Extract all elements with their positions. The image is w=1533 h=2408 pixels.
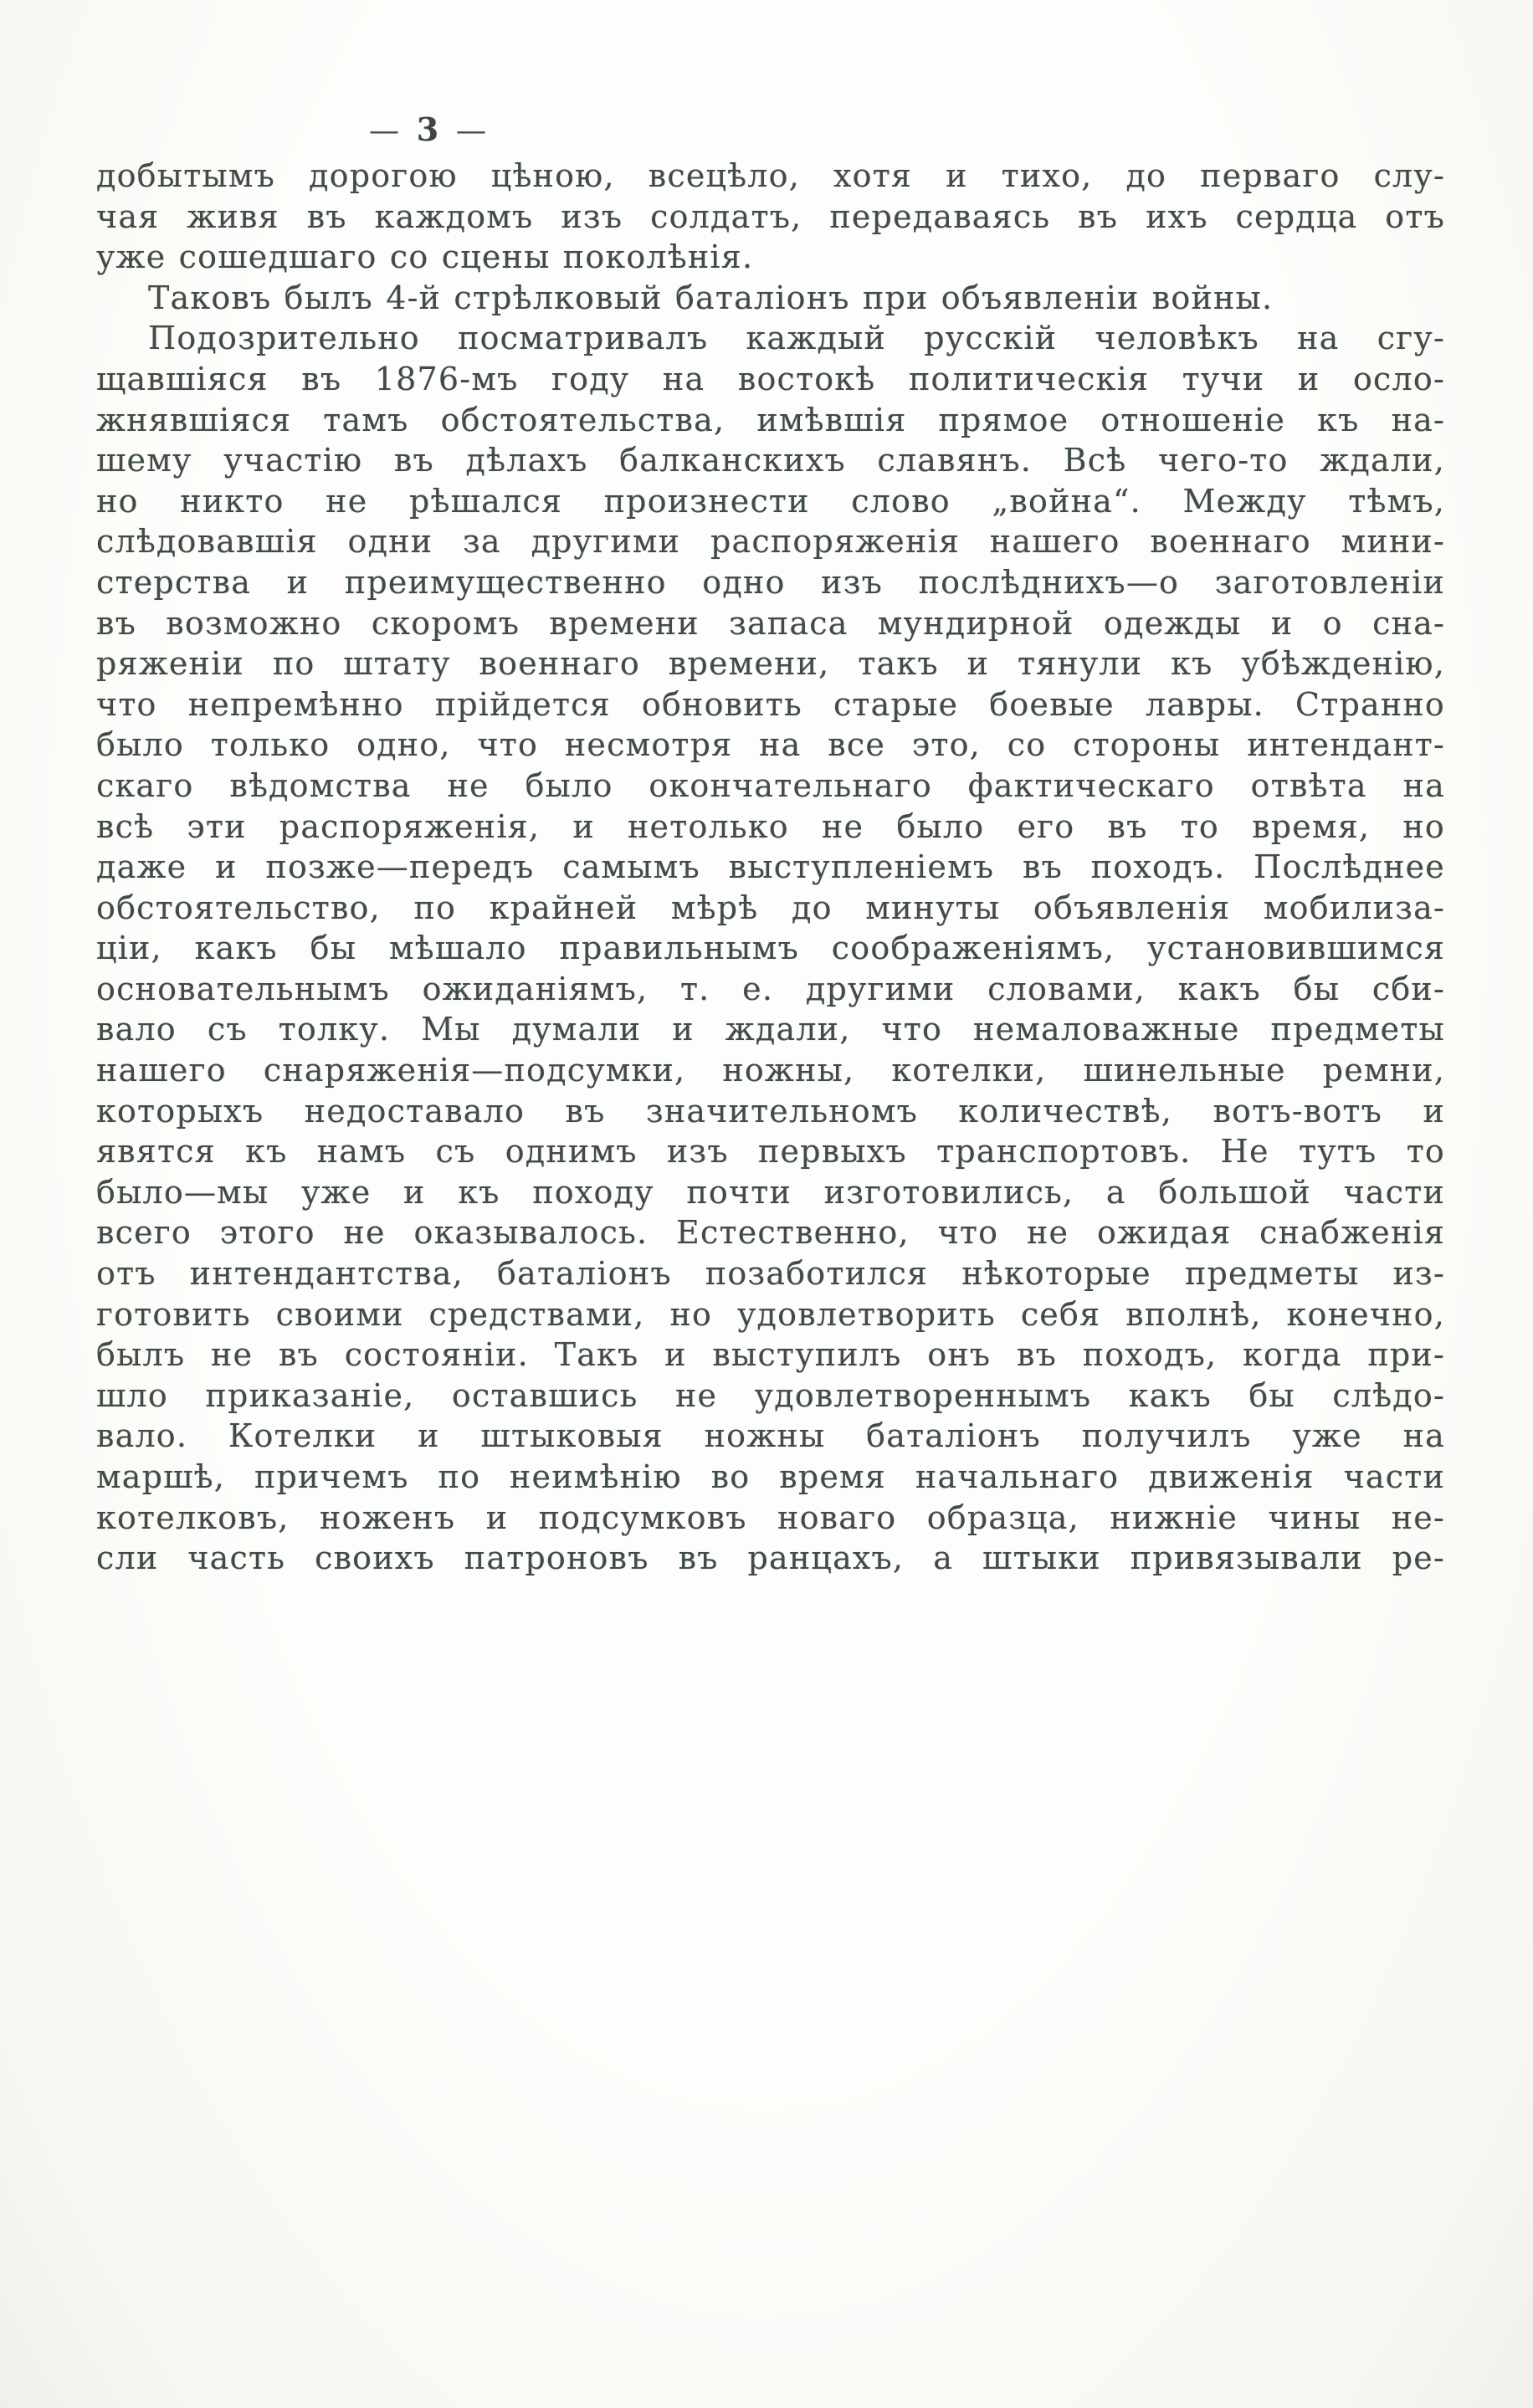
text-line: вало. Котелки и штыковыя ножны баталіонъ получилъ уже на [96, 1417, 1445, 1455]
text-line: стерства и преимущественно одно изъ послѣднихъ—о заготовленіи [96, 563, 1445, 601]
text-line: щавшіяся въ 1876-мъ году на востокѣ политическія тучи и осло- [96, 360, 1445, 397]
text-line: явятся къ намъ съ однимъ изъ первыхъ транспортовъ. Не тутъ то [96, 1133, 1445, 1171]
text-line: Подозрительно посматривалъ каждый русскій человѣкъ на сгу- [148, 320, 1445, 357]
text-line: было только одно, что несмотря на все это, со стороны интендант- [96, 726, 1445, 764]
text-line: обстоятельство, по крайней мѣрѣ до минуты объявленія мобилиза- [96, 889, 1445, 926]
page-number-header [369, 110, 486, 148]
text-line: всѣ эти распоряженія, и нетолько не было его въ то время, но [96, 807, 1445, 845]
text-line: шему участію въ дѣлахъ балканскихъ славянъ. Всѣ чего-то ждали, [96, 442, 1445, 479]
text-line: вало съ толку. Мы думали и ждали, что немаловажные предметы [96, 1011, 1445, 1048]
text-line: маршѣ, причемъ по неимѣнію во время начальнаго движенія части [96, 1458, 1445, 1495]
text-line: даже и позже—передъ самымъ выступленіемъ въ походъ. Послѣднее [96, 848, 1445, 886]
text-line: уже сошедшаго со сцены поколѣнія. [96, 238, 754, 276]
text-line: шло приказаніе, оставшись не удовлетвореннымъ какъ бы слѣдо- [96, 1376, 1445, 1414]
text-line: чая живя въ каждомъ изъ солдатъ, передаваясь въ ихъ сердца отъ [96, 197, 1445, 235]
text-line: отъ интендантства, баталіонъ позаботился нѣкоторые предметы из- [96, 1255, 1445, 1293]
text-line: скаго вѣдомства не было окончательнаго фактическаго отвѣта на [96, 766, 1445, 804]
text-line: нашего снаряженія—подсумки, ножны, котелки, шинельные ремни, [96, 1052, 1445, 1089]
text-line: сли часть своихъ патроновъ въ ранцахъ, а штыки привязывали ре- [96, 1540, 1445, 1577]
text-line: всего этого не оказывалось. Естественно, что не ожидая снабженія [96, 1214, 1445, 1252]
text-line: ціи, какъ бы мѣшало правильнымъ соображеніямъ, установившимся [96, 930, 1445, 967]
text-line: готовить своими средствами, но удовлетворить себя вполнѣ, конечно, [96, 1295, 1445, 1333]
text-line: основательнымъ ожиданіямъ, т. е. другими словами, какъ бы сби- [96, 970, 1445, 1007]
text-line: которыхъ недоставало въ значительномъ количествѣ, вотъ-вотъ и [96, 1092, 1445, 1130]
body-text-block [96, 156, 1445, 1579]
text-line: былъ не въ состояніи. Такъ и выступилъ онъ въ походъ, когда при- [96, 1336, 1445, 1374]
text-line: добытымъ дорогою цѣною, всецѣло, хотя и тихо, до перваго слу- [96, 157, 1445, 194]
text-line: Таковъ былъ 4-й стрѣлковый баталіонъ при объявленіи войны. [148, 279, 1274, 316]
page-number-dash-right: — [455, 114, 486, 148]
text-line: котелковъ, ноженъ и подсумковъ новаго образца, нижніе чины не- [96, 1499, 1445, 1536]
text-line: но никто не рѣшался произнести слово „война“. Между тѣмъ, [96, 482, 1445, 520]
text-line: слѣдовавшія одни за другими распоряженія нашего военнаго мини- [96, 523, 1445, 561]
text-line: въ возможно скоромъ времени запаса мундирной одежды и о сна- [96, 604, 1445, 642]
text-line: жнявшіяся тамъ обстоятельства, имѣвшія прямое отношеніе къ на- [96, 401, 1445, 438]
text-line: ряженіи по штату военнаго времени, такъ и тянули къ убѣжденію, [96, 645, 1445, 683]
text-line: было—мы уже и къ походу почти изготовились, а большой части [96, 1173, 1445, 1211]
text-line: что непремѣнно прійдется обновить старые боевые лавры. Странно [96, 685, 1445, 723]
page-number-dash-left: — [369, 114, 399, 148]
page-number: 3 [416, 110, 439, 148]
